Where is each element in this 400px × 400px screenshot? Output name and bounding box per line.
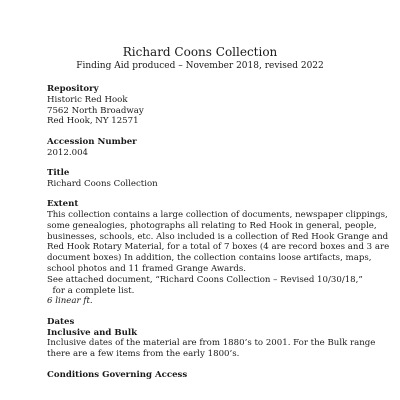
repository-line: Historic Red Hook <box>47 94 128 105</box>
accession-number: 2012.004 <box>47 147 89 158</box>
title-block <box>0 45 400 72</box>
dates-subheading: Inclusive and Bulk <box>47 327 138 338</box>
dates-line: there are a few items from the early 1800’s. <box>47 349 240 360</box>
extent-line: Red Hook Rotary Material, for a total of 7 boxes (4 are record boxes and 3 are <box>47 242 390 253</box>
extent-line: This collection contains a large collection of documents, newspaper clippings, <box>47 209 388 220</box>
repository-line: 7562 North Broadway <box>47 105 144 116</box>
extent-heading: Extent <box>47 199 79 210</box>
repository-line: Red Hook, NY 12571 <box>47 116 139 127</box>
repository-section <box>47 84 357 127</box>
accession-section <box>47 137 357 159</box>
dates-heading: Dates <box>47 316 75 327</box>
repository-heading: Repository <box>47 84 99 94</box>
dates-section <box>47 316 376 360</box>
conditions-heading: Conditions Governing Access <box>47 369 188 380</box>
document-subtitle: Finding Aid produced – November 2018, revised 2022 <box>76 61 324 71</box>
dates-line: Inclusive dates of the material are from 1880’s to 2001. For the Bulk range <box>47 338 376 349</box>
extent-line: for a complete list. <box>47 285 135 296</box>
extent-line: document boxes) In addition, the collection contains loose artifacts, maps, <box>47 253 372 264</box>
title-section <box>47 168 357 190</box>
extent-size: 6 linear ft. <box>47 296 93 307</box>
extent-line: school photos and 11 framed Grange Awards. <box>47 263 247 274</box>
document-title: Richard Coons Collection <box>122 45 278 59</box>
extent-line: businesses, schools, etc. Also included is a collection of Red Hook Grange and <box>47 231 389 242</box>
extent-line: See attached document, “Richard Coons Collection – Revised 10/30/18,” <box>47 274 363 285</box>
title-heading: Title <box>47 167 70 178</box>
accession-heading: Accession Number <box>47 136 137 147</box>
extent-line: some genealogies, photographs all relating to Red Hook in general, people, <box>47 220 377 231</box>
document-body <box>47 84 390 390</box>
conditions-section <box>47 370 357 381</box>
extent-section <box>47 199 390 307</box>
title-value: Richard Coons Collection <box>47 178 158 189</box>
